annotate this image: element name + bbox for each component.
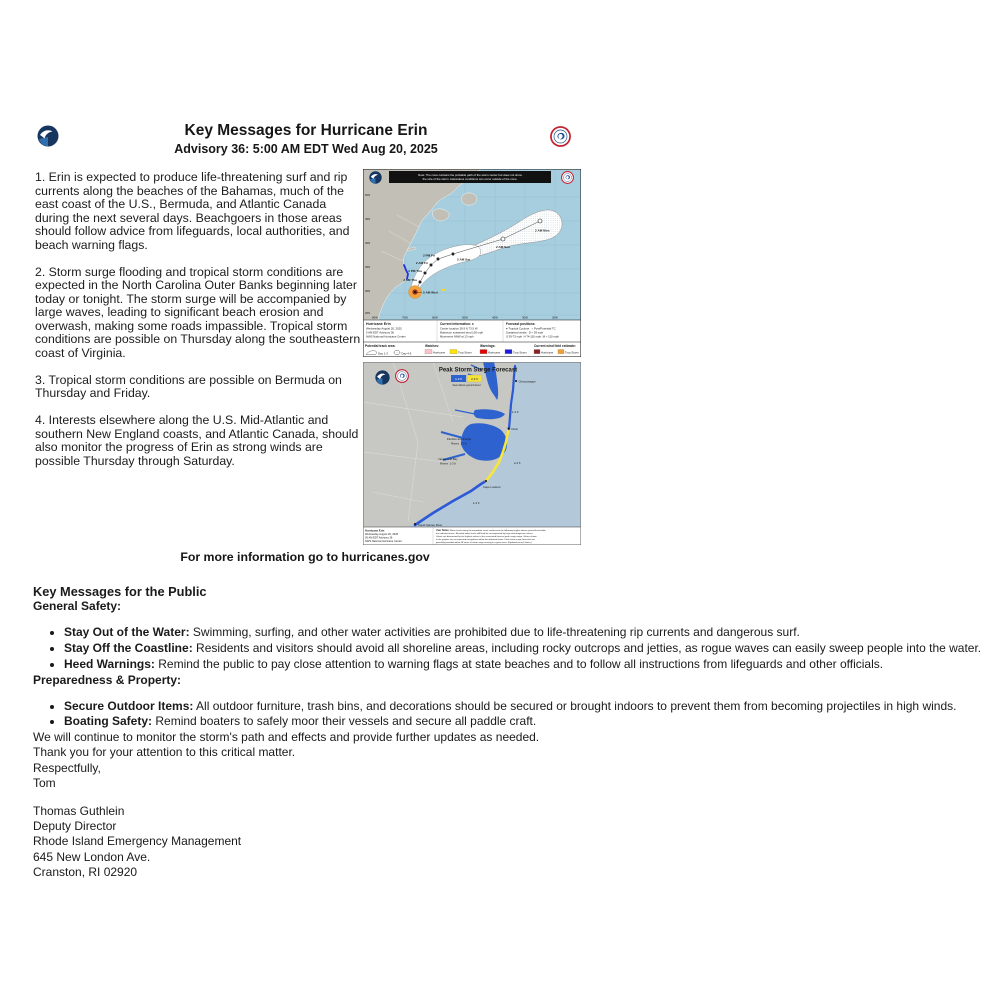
- surge-map: [363, 362, 581, 545]
- noaa-logo-icon: [369, 171, 381, 183]
- label-surge-mid: 2-4 ft: [514, 461, 521, 465]
- track-label-current: 5 AM Wed: [423, 290, 438, 295]
- key-message-2: 2. Storm surge flooding and tropical storm conditions are expected in the North Carolina Outer Banks beginning later today or tonight. The storm surge will be accompanied by large waves, leading to significant beach erosion and overwash, making some roads impassible. Tropical storm conditions are possible on Thursday along the southeastern coast of Virginia.: [35, 264, 361, 360]
- surge-storm-date: Wednesday August 20, 2025: [365, 533, 399, 536]
- legend-warnings-label: Warnings:: [480, 344, 496, 348]
- legend-day13: Day 1-3: [378, 351, 388, 356]
- current-info-title: Current information: x: [440, 322, 474, 326]
- bullet-lead: Stay Off the Coastline:: [64, 641, 193, 656]
- surge-map-title: Peak Storm Surge Forecast: [438, 367, 518, 374]
- lat-35n: 35N: [365, 265, 371, 269]
- legend-2-4ft-label: 2-4 ft: [471, 377, 478, 381]
- forecast-wind-categories: S 39-73 mph H 74-110 mph M > 110 mph: [506, 334, 559, 339]
- wind-hurricane-swatch: [534, 350, 540, 354]
- lat-40n: 40N: [365, 241, 371, 245]
- bullet-text: Remind boaters to safely moor their vessels and secure all paddle craft.: [155, 714, 537, 729]
- user-notes-block: [436, 529, 547, 544]
- label-pamlico-1: Pamlico and Pungo: [446, 437, 472, 441]
- warning-ts-swatch: [505, 350, 512, 354]
- track-label-sun: 2 AM Sun: [496, 245, 510, 249]
- lon-60w: 60W: [432, 315, 438, 320]
- noaa-logo-icon: [375, 370, 389, 384]
- current-info-wind: Maximum sustained wind 100 mph: [440, 330, 484, 335]
- legend-watches-label: Watches:: [425, 344, 440, 348]
- lat-30n: 30N: [365, 289, 371, 293]
- bullet-text: Swimming, surfing, and other water activities are prohibited due to life-threatening rip currents and dangerous surf.: [192, 625, 800, 640]
- public-section-heading: Key Messages for the Public: [33, 584, 207, 599]
- legend-caption: Feet above ground level: [452, 384, 481, 387]
- forecast-positions-symbols: ● Tropical Cyclone ○ Post/Potential TC: [506, 326, 556, 331]
- label-south-santee: South Santee River: [418, 522, 443, 527]
- bullet-lead: Stay Out of the Water:: [64, 625, 190, 640]
- track-label-fri-pm: 2 PM Fri: [422, 253, 435, 258]
- noaa-logo-icon: [37, 125, 59, 147]
- user-notes-line-2: the indicated areas. Elevated water levels will likely be accompanied by large and dangerous waves.: [436, 533, 534, 535]
- legend-watch-hurricane: Hurricane: [433, 350, 446, 355]
- general-safety-heading: General Safety:: [33, 599, 122, 614]
- ts-watch-bermuda: [442, 289, 445, 291]
- legend-1-3ft-label: 1-3 ft: [455, 377, 462, 381]
- bullet-text: Remind the public to pay close attention to warning flags at state beaches and to follow all instructions from lifeguards and other officials.: [158, 656, 884, 671]
- watch-ts-swatch: [450, 350, 457, 354]
- key-message-4: 4. Interests elsewhere along the U.S. Mid-Atlantic and southern New England coasts, and Atlantic Canada, should also monitor the progress of Erin as strong winds are possible Thursday through Saturday.: [35, 413, 359, 468]
- document-header: [80, 122, 532, 156]
- label-neuse-2: Rivers 1-3 ft: [440, 461, 456, 466]
- page-title: Key Messages for Hurricane Erin: [184, 122, 428, 139]
- closing-line: Tom: [33, 775, 56, 790]
- current-storm-position: [409, 286, 422, 299]
- signature-title: Deputy Director: [33, 819, 117, 834]
- list-item: [64, 699, 985, 714]
- lat-25n: 25N: [365, 311, 371, 315]
- label-neuse-1: Neuse and Bay: [438, 457, 458, 461]
- closing-line: Respectfully,: [33, 760, 101, 775]
- note-line-2: the size of the storm. Hazardous conditions can occur outside of the cone.: [422, 177, 518, 182]
- current-info-movement: Movement NNW at 13 mph: [440, 334, 474, 339]
- signature-org: Rhode Island Emergency Management: [33, 834, 242, 849]
- label-duck: Duck: [511, 427, 518, 431]
- label-surge-north: 1-3 ft: [512, 410, 519, 414]
- track-label-sat: 2 AM Sat: [457, 257, 470, 262]
- watch-hurricane-swatch: [425, 350, 432, 354]
- list-item: [64, 641, 985, 656]
- warning-hurricane-swatch: [480, 350, 487, 354]
- user-notes-line-4: in the graphic are not expected everywhere within the indicated areas. Peak storm surge forecasts are: [436, 539, 535, 541]
- list-item: [64, 657, 985, 672]
- lat-45n: 45N: [365, 217, 371, 221]
- lon-50w: 50W: [462, 315, 468, 320]
- legend-wind-hurricane: Hurricane: [541, 350, 554, 355]
- legend-wind-label: Current wind field estimate:: [534, 344, 576, 348]
- label-surge-south: 1-3 ft: [473, 501, 480, 505]
- preparedness-heading: Preparedness & Property:: [33, 672, 182, 687]
- preparedness-list: [33, 699, 985, 730]
- label-pamlico-2: Rivers 1-3 ft: [451, 441, 467, 446]
- cone-map: [363, 169, 581, 357]
- more-info-line: For more information go to hurricanes.gov: [180, 550, 430, 564]
- general-safety-list: [33, 625, 985, 672]
- key-message-1: 1. Erin is expected to produce life-threatening surf and rip currents along the beaches of the Bahamas, much of the east coast of the U.S., Bermuda, and Atlantic Canada during the next several days. Beachgoers in those areas should follow advice from lifeguards, local authorities, and beach warning flags.: [35, 170, 350, 252]
- lat-50n: 50N: [365, 193, 371, 197]
- key-messages-list: [35, 171, 361, 482]
- label-cape-lookout: Cape Lookout: [483, 485, 501, 489]
- key-message-3: 3. Tropical storm conditions are possible on Bermuda on Thursday and Friday.: [35, 372, 342, 400]
- nhc-logo-icon: [550, 126, 571, 147]
- note-line-1: Note: The cone contains the probable path of the storm center but does not show: [418, 173, 522, 177]
- list-item: [64, 714, 985, 729]
- forecast-sustained-winds: Sustained winds: D < 39 mph: [506, 330, 544, 335]
- track-label-fri-am: 2 AM Fri: [415, 261, 428, 266]
- public-key-messages-section: [33, 584, 985, 880]
- list-item: [64, 625, 985, 640]
- track-label-thu-am: 2 AM Thu: [403, 278, 417, 283]
- advisory-subtitle: Advisory 36: 5:00 AM EDT Wed Aug 20, 2025: [174, 142, 438, 156]
- signature-address: 645 New London Ave.: [33, 849, 151, 864]
- track-label-mon: 2 AM Mon: [535, 228, 550, 233]
- legend-watch-ts: Trop Storm: [458, 350, 472, 355]
- user-notes-line-5: generally provided within 48 hours of storm surge arriving in a given area. (Updated every 6 hours.): [436, 542, 532, 544]
- lon-30w: 30W: [522, 315, 528, 320]
- legend-track-label: Potential track area:: [365, 344, 396, 348]
- nhc-logo-icon: [396, 370, 409, 383]
- lon-80w: 80W: [372, 315, 378, 320]
- signature-city: Cranston, RI 02920: [33, 864, 138, 879]
- bullet-lead: Secure Outdoor Items:: [64, 698, 194, 713]
- lon-70w: 70W: [402, 315, 408, 320]
- nhc-logo-icon: [562, 172, 574, 184]
- storm-name: Hurricane Erin: [366, 322, 391, 326]
- user-notes-line-3: Values are determined by the highest values in the associated forecast peak surge range. Values shown: [436, 536, 537, 538]
- bullet-text: All outdoor furniture, trash bins, and decorations should be secured or brought indoors to prevent them from becoming projectiles in high winds.: [196, 698, 957, 713]
- label-chincoteague: Chincoteague: [518, 379, 536, 384]
- cone-day45-icon: [394, 350, 400, 354]
- closing-line: Thank you for your attention to this critical matter.: [33, 745, 296, 760]
- surge-storm-name: Hurricane Erin: [365, 528, 385, 533]
- bullet-text: Residents and visitors should avoid all shoreline areas, including rocky outcrops and jetties, as rogue waves can easily sweep people into the water.: [196, 641, 982, 656]
- current-info-location: Center location 28.9 N 73.5 W: [440, 326, 478, 331]
- legend-warning-ts: Trop Storm: [513, 350, 527, 355]
- user-notes-label: User Notes:: [436, 529, 450, 532]
- lon-40w: 40W: [492, 315, 498, 320]
- track-label-thu-pm: 2 PM Thu: [408, 269, 422, 274]
- legend-day45: Day 4-5: [401, 351, 412, 356]
- signature-block: [33, 804, 985, 880]
- wind-ts-swatch: [558, 350, 564, 354]
- signature-name: Thomas Guthlein: [33, 803, 125, 818]
- bullet-lead: Heed Warnings:: [64, 656, 155, 671]
- storm-advisory: 5 AM EDT Advisory 36: [366, 330, 394, 335]
- surge-storm-agency: NWS National Hurricane Center: [365, 540, 402, 543]
- forecast-positions-title: Forecast positions:: [506, 322, 536, 326]
- closing-line: We will continue to monitor the storm's path and effects and provide further updates as needed.: [33, 730, 540, 745]
- storm-date: Wednesday August 20, 2025: [366, 326, 402, 331]
- legend-warning-hurricane: Hurricane: [488, 350, 501, 355]
- surge-storm-advisory: 05 AM EDT Advisory 36: [365, 536, 393, 540]
- user-notes-line-1: Water levels along the immediate coast could reach the following heights above ground level within: [450, 530, 546, 532]
- lon-20w: 20W: [552, 315, 558, 320]
- legend-wind-ts: Trop Storm: [565, 350, 579, 355]
- storm-agency: NWS National Hurricane Center: [366, 334, 406, 339]
- bullet-lead: Boating Safety:: [64, 714, 153, 729]
